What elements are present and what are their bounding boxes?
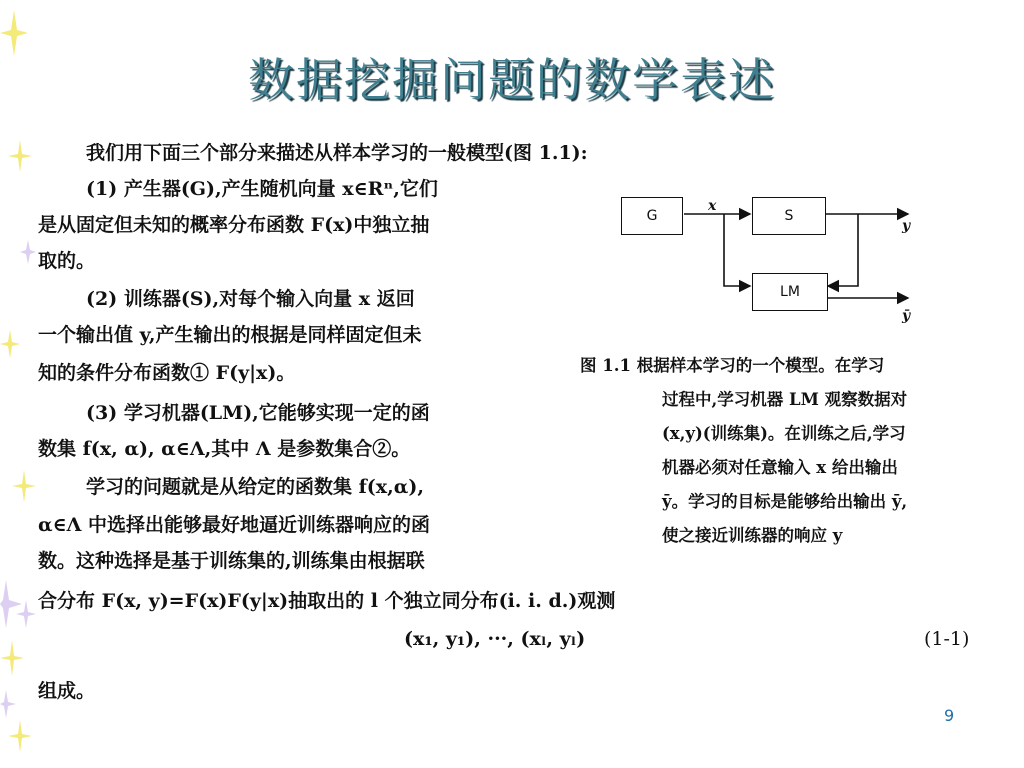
p4-line-3: 数。这种选择是基于训练集的,训练集由根据联 — [38, 550, 425, 572]
learning-machine-box: LM — [752, 273, 828, 311]
p1-line-3: 取的。 — [38, 250, 96, 272]
p3-line-1: (3) 学习机器(LM),它能够实现一定的函 — [86, 402, 430, 424]
equation: (x₁, y₁), ···, (xₗ, yₗ) — [404, 628, 586, 650]
label-ybar: ȳ — [902, 308, 911, 324]
arrow-y-to-lm — [828, 214, 858, 286]
p3-line-2: 数集 f(x, α), α∈Λ,其中 Λ 是参数集合②。 — [38, 438, 411, 460]
p4-line-1: 学习的问题就是从给定的函数集 f(x,α), — [86, 476, 424, 498]
p4-line-4: 合分布 F(x, y)=F(x)F(y|x)抽取出的 l 个独立同分布(i. i. d.)观测 — [38, 590, 616, 612]
p1-line-1: (1) 产生器(G),产生随机向量 x∈Rⁿ,它们 — [86, 178, 438, 200]
slide-title: 数据挖掘问题的数学表述 — [248, 53, 776, 107]
generator-box: G — [621, 197, 683, 235]
caption-line-2: 过程中,学习机器 LM 观察数据对 — [662, 390, 908, 409]
decorative-sparkles — [0, 0, 40, 768]
trainer-box: S — [752, 197, 826, 235]
caption-line-3: (x,y)(训练集)。在训练之后,学习 — [662, 424, 906, 443]
p1-line-2: 是从固定但未知的概率分布函数 F(x)中独立抽 — [38, 214, 430, 236]
scanned-page — [36, 128, 988, 706]
p2-line-1: (2) 训练器(S),对每个输入向量 x 返回 — [86, 288, 415, 310]
page-number: 9 — [944, 706, 955, 725]
label-x: x — [708, 198, 717, 214]
arrow-x-to-lm — [724, 214, 750, 286]
p4-line-2: α∈Λ 中选择出能够最好地逼近训练器响应的函 — [38, 514, 431, 536]
label-y: y — [902, 218, 911, 234]
p2-line-2: 一个输出值 y,产生输出的根据是同样固定但未 — [38, 324, 422, 346]
caption-line-5: ȳ。学习的目标是能够给出输出 ȳ, — [662, 492, 908, 511]
caption-line-6: 使之接近训练器的响应 y — [662, 526, 843, 545]
caption-line-4: 机器必须对任意输入 x 给出输出 — [662, 458, 898, 477]
caption-line-1: 图 1.1 根据样本学习的一个模型。在学习 — [580, 356, 885, 375]
closing-line: 组成。 — [38, 680, 96, 702]
p2-line-3: 知的条件分布函数① F(y|x)。 — [38, 362, 296, 384]
intro-line: 我们用下面三个部分来描述从样本学习的一般模型(图 1.1): — [86, 142, 588, 164]
equation-label: (1-1) — [924, 628, 970, 650]
